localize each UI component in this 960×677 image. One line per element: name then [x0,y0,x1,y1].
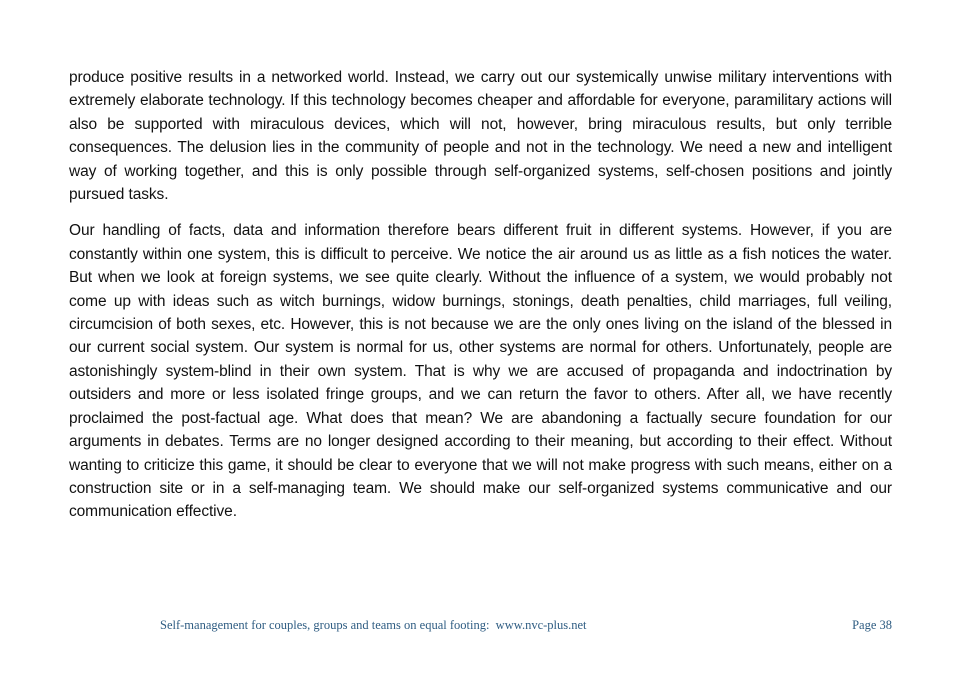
page-number: Page 38 [852,618,892,632]
body-text [69,66,892,524]
page-footer [160,618,892,636]
paragraph-2: Our handling of facts, data and information therefore bears different fruit in different systems. However, if you are constantly within one system, this is difficult to perceive. We notice the air around us as little as a fish notices the water. But when we look at foreign systems, we see quite clearly. Without the influence of a system, we would probably not come up with ideas such as witch burnings, widow burnings, stonings, death penalties, child marriages, full veiling, circumcision of both sexes, etc. However, this is not because we are the only ones living on the island of the blessed in our current social system. Our system is normal for us, other systems are normal for others. Unfortunately, people are astonishingly system-blind in their own system. That is why we are accused of propaganda and indoctrination by outsiders and more or less isolated fringe groups, and we can return the favor to others. After all, we have recently proclaimed the post-factual age. What does that mean? We are abandoning a factually secure foundation for our arguments in debates. Terms are no longer designed according to their meaning, but according to their effect. Without wanting to criticize this game, it should be clear to everyone that we will not make progress with such means, either on a construction site or in a self-managing team. We should make our self-organized systems communicative and our communication effective. [69,222,892,521]
paragraph-1: produce positive results in a networked world. Instead, we carry out our systemically unwise military interventions with extremely elaborate technology. If this technology becomes cheaper and affordable for everyone, paramilitary actions will also be supported with miraculous devices, which will not, however, bring miraculous results, but only terrible consequences. The delusion lies in the community of people and not in the technology. We need a new and intelligent way of working together, and this is only possible through self-organized systems, self-chosen positions and jointly pursued tasks. [69,69,892,204]
footer-title: Self-management for couples, groups and teams on equal footing: www.nvc-plus.net [160,618,587,632]
